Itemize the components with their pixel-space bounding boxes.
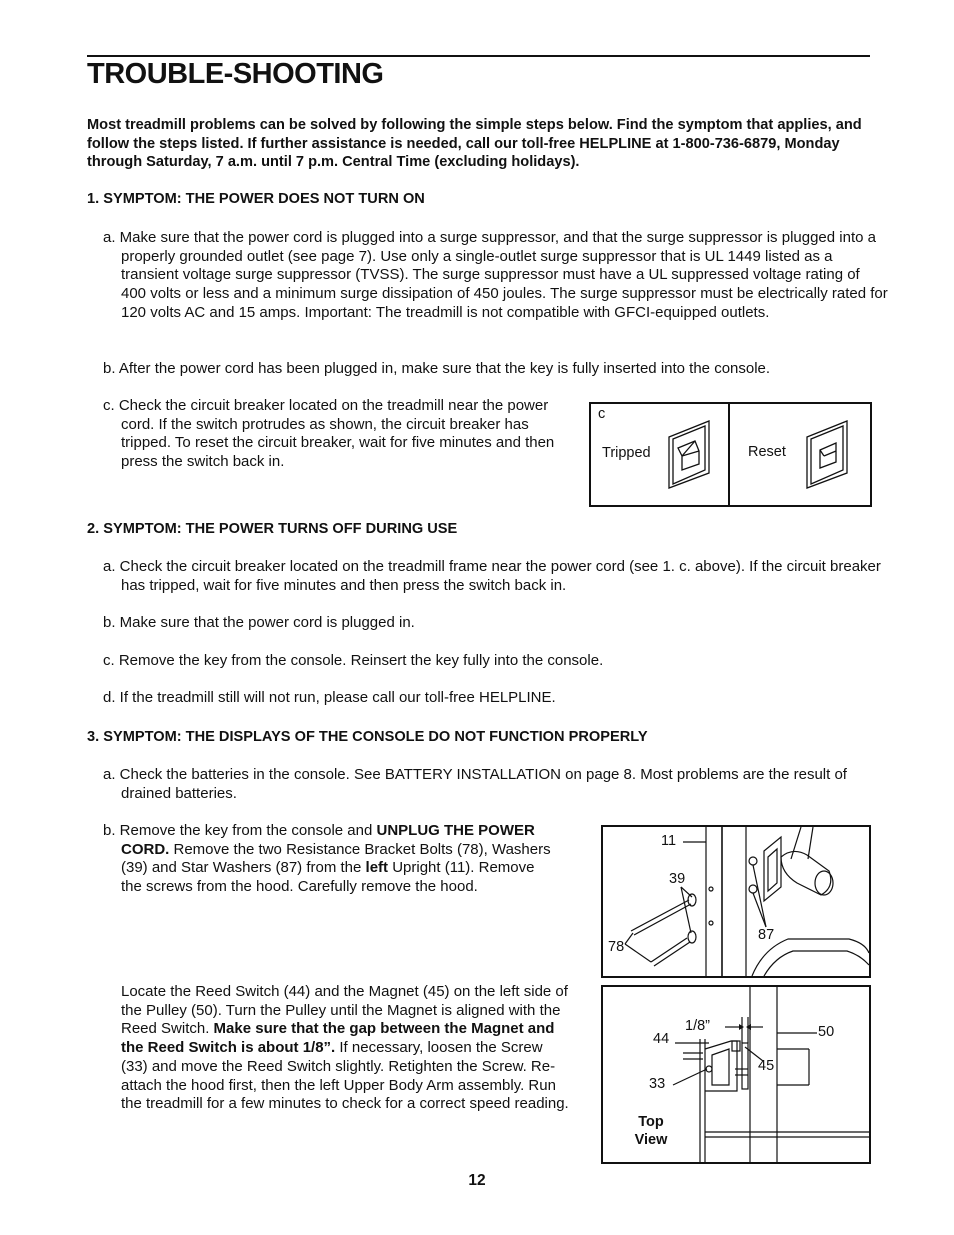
reed-switch-figure (601, 985, 871, 1164)
callout-45: 45 (758, 1058, 775, 1074)
resistance-bracket-figure (601, 825, 871, 978)
resistance-bracket-drawing (603, 827, 869, 976)
symptom-3-step-b: b. Remove the key from the console and UNPLUG THE POWER CORD. Remove the two Resistance Bracket Bolts (78), Washers (39) and Star Washers (87) from the left Upright (11). Remove the screws from the hood. Carefully remove the hood. (103, 822, 551, 896)
callout-39: 39 (669, 871, 686, 887)
callout-11: 11 (661, 833, 677, 849)
symptom-2-step-c: c. Remove the key from the console. Reinsert the key fully into the console. (103, 652, 604, 669)
tripped-switch-icon (669, 421, 709, 488)
symptom-3-heading: 3. SYMPTOM: THE DISPLAYS OF THE CONSOLE DO NOT FUNCTION PROPERLY (87, 729, 648, 745)
callout-33: 33 (649, 1076, 666, 1092)
reset-switch-icon (807, 421, 847, 488)
symptom-1-step-b: b. After the power cord has been plugged in, make sure that the key is fully inserted into the console. (103, 360, 771, 377)
figure-letter: c (598, 406, 606, 422)
top-view-label: Top View (634, 1114, 668, 1148)
symptom-1-step-c: c. Check the circuit breaker located on the treadmill near the power cord. If the switch protrudes as shown, the circuit breaker has tripped. To reset the circuit breaker, wait for five minutes and then press the switch back in. (103, 397, 555, 471)
reed-switch-paragraph: Locate the Reed Switch (44) and the Magnet (45) on the left side of the Pulley (50). Turn the Pulley until the Magnet is aligned with the Reed Switch. Make sure that the gap between the Magnet and the Reed Switch is about 1/8”. If necessary, loosen the Screw (33) and move the Reed Switch slightly. Retighten the Screw. Re-attach the hood first, then the left Upper Body Arm assembly. Run the treadmill for a few minutes to check for a correct speed reading. (121, 983, 569, 1113)
circuit-breaker-figure (589, 402, 872, 507)
reset-label: Reset (748, 444, 786, 460)
symptom-2-heading: 2. SYMPTOM: THE POWER TURNS OFF DURING USE (87, 521, 458, 537)
symptom-2-step-b: b. Make sure that the power cord is plugged in. (103, 614, 415, 631)
symptom-2-step-d: d. If the treadmill still will not run, please call our toll-free HELPLINE. (103, 689, 556, 706)
symptom-1-heading: 1. SYMPTOM: THE POWER DOES NOT TURN ON (87, 191, 425, 207)
callout-78: 78 (608, 939, 625, 955)
tripped-label: Tripped (602, 445, 651, 461)
callout-50: 50 (818, 1024, 835, 1040)
top-rule (87, 55, 870, 57)
symptom-2-step-a: a. Check the circuit breaker located on the treadmill frame near the power cord (see 1. c. above). If the circuit breaker has tripped, wait for five minutes and then press the switch back in. (103, 558, 881, 594)
callout-44: 44 (653, 1031, 670, 1047)
gap-label: 1/8” (685, 1018, 710, 1034)
page-title: TROUBLE-SHOOTING (87, 58, 384, 90)
symptom-3-step-a: a. Check the batteries in the console. See BATTERY INSTALLATION on page 8. Most problems are the result of drained batteries. (103, 766, 847, 802)
page-number: 12 (468, 1172, 486, 1189)
symptom-1-step-a: a. Make sure that the power cord is plugged into a surge suppressor, and that the surge suppressor is plugged into a properly grounded outlet (see page 7). Use only a single-outlet surge suppressor that is UL 1449 listed as a transient voltage surge suppressor (TVSS). The surge suppressor must have a UL suppressed voltage rating of 400 volts or less and a minimum surge dissipation of 450 joules. The surge suppressor must be electrically rated for 120 volts AC and 15 amps. Important: The treadmill is not compatible with GFCI-equipped outlets. (103, 229, 888, 321)
callout-87: 87 (758, 927, 775, 943)
intro-paragraph: Most treadmill problems can be solved by following the simple steps below. Find the symptom that applies, and follow the steps listed. If further assistance is needed, call our toll-free HELPLINE at 1-800-736-6879, Monday through Saturday, 7 a.m. until 7 p.m. Central Time (excluding holidays). (87, 117, 862, 171)
